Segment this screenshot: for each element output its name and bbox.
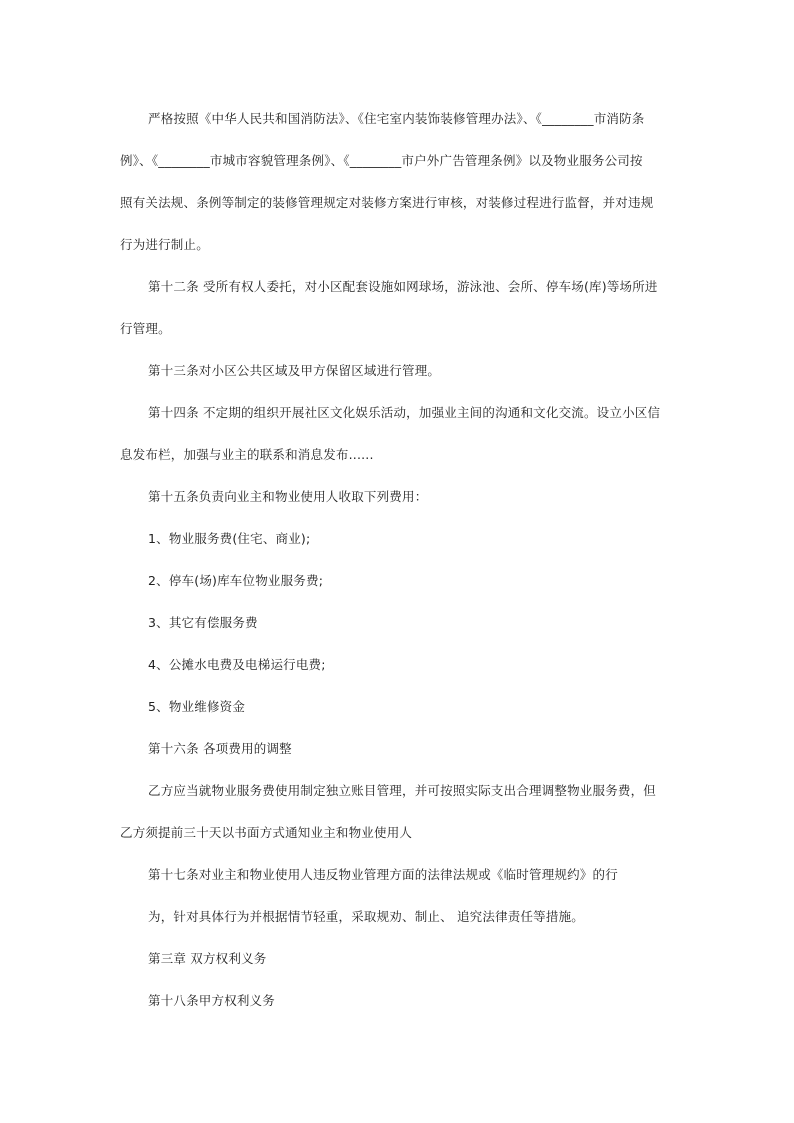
article-heading-line: 第十六条 各项费用的调整 <box>148 741 292 756</box>
article-heading-line: 第十八条甲方权利义务 <box>148 993 276 1008</box>
paragraph-line: 严格按照《中华人民共和国消防法》、《住宅室内装饰装修管理办法》、《________市消防条 <box>148 111 645 126</box>
list-item: 2、停车(场)库车位物业服务费; <box>148 573 324 588</box>
article-heading-line: 第十五条负责向业主和物业使用人收取下列费用： <box>148 489 428 504</box>
paragraph-line: 乙方须提前三十天以书面方式通知业主和物业使用人 <box>120 825 413 840</box>
list-item: 1、物业服务费(住宅、商业); <box>148 531 311 546</box>
list-item: 5、物业维修资金 <box>148 699 246 714</box>
paragraph-line: 例》、《________市城市容貌管理条例》、《________市户外广告管理条例》以及物业服务公司按 <box>120 153 643 168</box>
paragraph-line: 乙方应当就物业服务费使用制定独立账目管理，并可按照实际支出合理调整物业服务费，但 <box>148 783 657 798</box>
paragraph-line: 息发布栏，加强与业主的联系和消息发布...... <box>120 447 374 462</box>
article-heading-line: 第十三条对小区公共区域及甲方保留区域进行管理。 <box>148 363 441 378</box>
article-heading-line: 第十四条 不定期的组织开展社区文化娱乐活动，加强业主间的沟通和文化交流。设立小区信 <box>148 405 661 420</box>
article-heading-line: 第十七条对业主和物业使用人违反物业管理方面的法律法规或《临时管理规约》的行 <box>148 867 618 882</box>
list-item: 3、其它有偿服务费 <box>148 615 258 630</box>
paragraph-line: 行为进行制止。 <box>120 237 209 252</box>
paragraph-line: 为，针对具体行为并根据情节轻重，采取规劝、制止、 追究法律责任等措施。 <box>148 909 584 924</box>
paragraph-line: 行管理。 <box>120 321 171 336</box>
paragraph-line: 照有关法规、条例等制定的装修管理规定对装修方案进行审核，对装修过程进行监督，并对违规 <box>120 195 654 210</box>
article-heading-line: 第十二条 受所有权人委托，对小区配套设施如网球场，游泳池、会所、停车场(库)等场所进 <box>148 279 658 294</box>
list-item: 4、公摊水电费及电梯运行电费; <box>148 657 326 672</box>
chapter-heading: 第三章 双方权利义务 <box>148 951 267 966</box>
